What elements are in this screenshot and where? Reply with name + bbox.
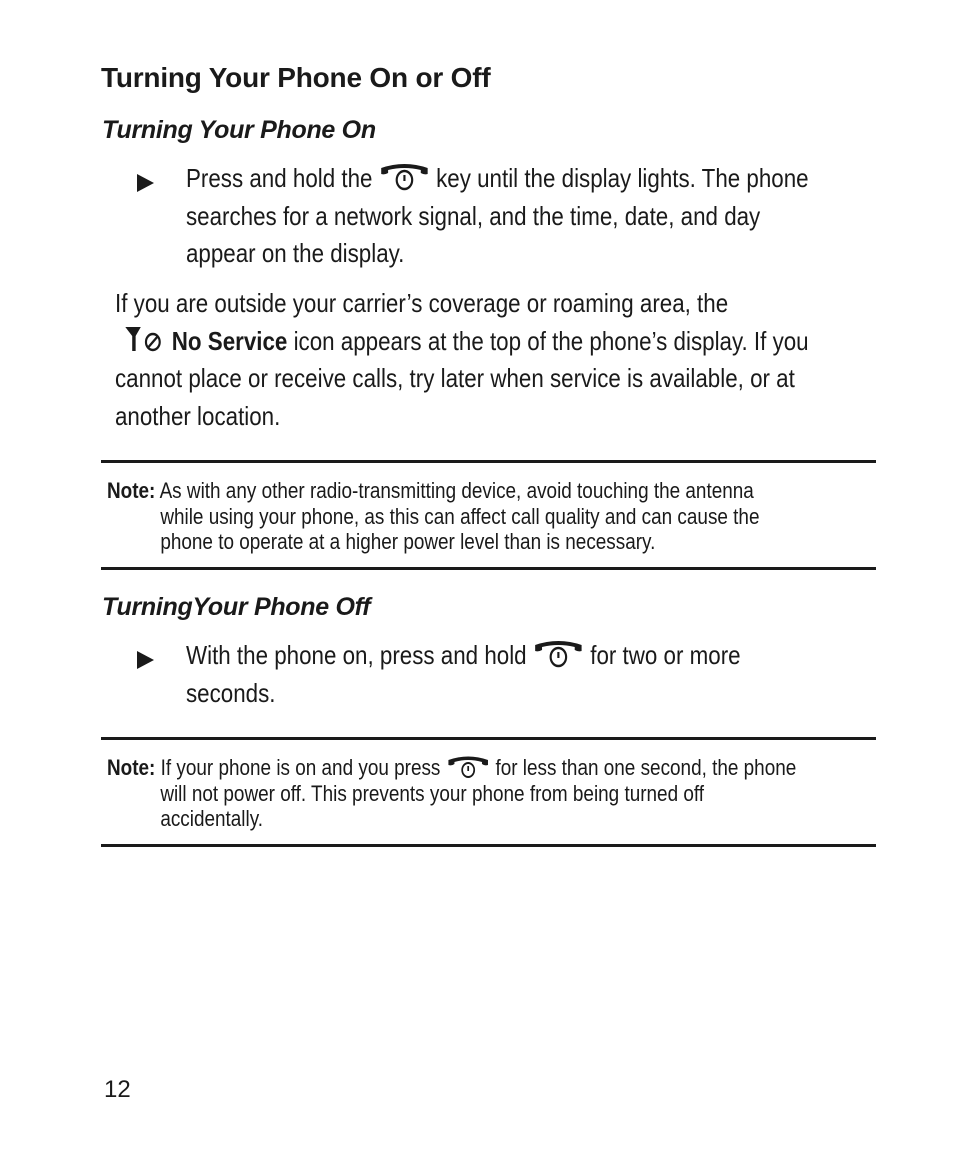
paragraph-line: another location. — [115, 400, 281, 431]
end-power-key-icon — [378, 162, 431, 192]
note-divider-top — [101, 460, 876, 463]
note-label: Note: — [107, 755, 156, 780]
section-title: Turning Your Phone On or Off — [101, 62, 491, 93]
step-line: Press and hold the key until the display lights. The phone — [186, 163, 809, 193]
paragraph-line: No Service icon appears at the top of the phone’s display. If you — [115, 323, 809, 361]
end-power-key-icon — [532, 639, 585, 669]
note-label: Note: — [107, 478, 156, 503]
subsection-title-on: Turning Your Phone On — [102, 116, 376, 144]
no-service-label: No Service — [171, 325, 288, 356]
paragraph-line: cannot place or receive calls, try later when service is available, or at — [115, 363, 795, 393]
step-line: With the phone on, press and hold for two or more — [186, 640, 741, 670]
step-line: searches for a network signal, and the time, date, and day — [186, 200, 761, 231]
step-turn-on — [186, 160, 809, 273]
note-divider-bottom — [101, 567, 876, 570]
coverage-paragraph — [115, 285, 809, 435]
note-divider-top — [101, 737, 876, 740]
step-turn-off — [186, 637, 741, 712]
note-power-off: Note: If your phone is on and you press for less than one second, the phone will not power off. This prevents your phone from being turned off accidentally. — [107, 755, 797, 831]
page-number: 12 — [104, 1076, 131, 1103]
step-line: seconds. — [186, 677, 276, 708]
subsection-title-off: TurningYour Phone Off — [102, 593, 371, 621]
bullet-arrow-icon — [137, 174, 154, 192]
paragraph-line: If you are outside your carrier’s coverage or roaming area, the — [115, 288, 729, 318]
step-line: appear on the display. — [186, 238, 405, 268]
note-divider-bottom — [101, 844, 876, 847]
note-antenna: Note: As with any other radio-transmitting device, avoid touching the antenna while using your phone, as this can affect call quality and can cause the phone to operate at a higher power level than is necessary. — [107, 478, 760, 554]
end-power-key-icon — [446, 755, 491, 779]
no-service-icon — [124, 324, 167, 354]
bullet-arrow-icon — [137, 651, 154, 669]
